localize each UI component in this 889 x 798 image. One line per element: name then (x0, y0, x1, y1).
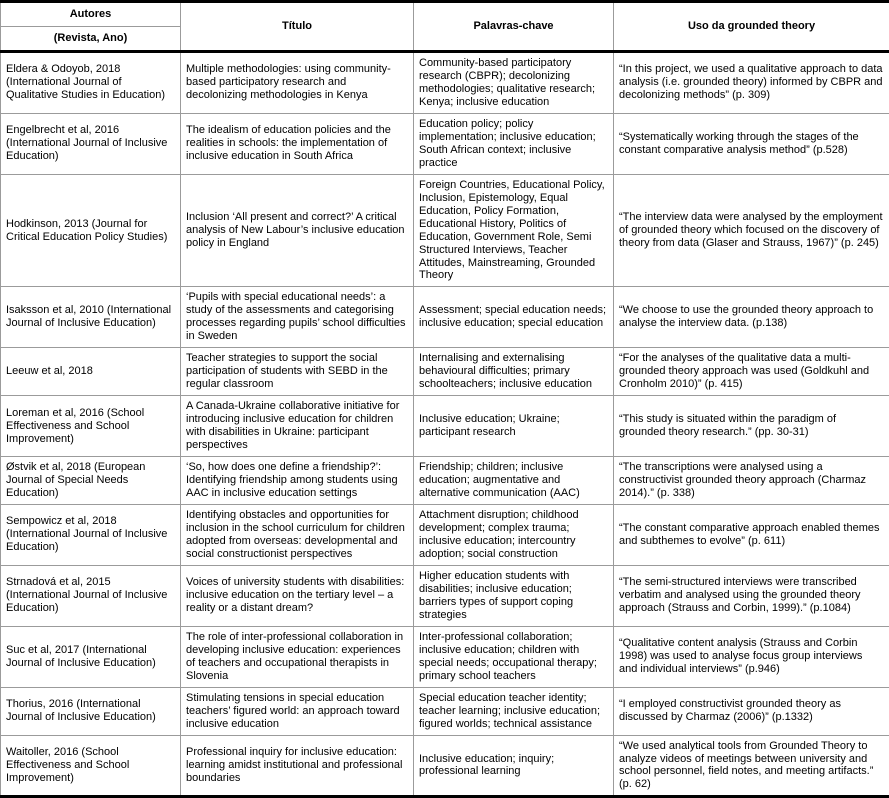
cell-autores: Isaksson et al, 2010 (International Journal of Inclusive Education) (1, 287, 181, 348)
cell-uso: “This study is situated within the paradigm of grounded theory research.” (pp. 30-31) (614, 396, 889, 457)
cell-palavras: Inclusive education; inquiry; professional learning (414, 735, 614, 797)
table-row (1, 287, 889, 348)
header-autores-line2: (Revista, Ano) (1, 27, 180, 50)
cell-autores: Eldera & Odoyob, 2018 (International Journal of Qualitative Studies in Education) (1, 51, 181, 113)
cell-autores: Østvik et al, 2018 (European Journal of Special Needs Education) (1, 457, 181, 505)
table-row (1, 457, 889, 505)
cell-uso: “We choose to use the grounded theory approach to analyse the interview data. (p.138) (614, 287, 889, 348)
cell-titulo: Professional inquiry for inclusive education: learning amidst institutional and professional boundaries (181, 735, 414, 797)
cell-palavras: Community-based participatory research (CBPR); decolonizing methodologies; qualitative research; Kenya; inclusive education (414, 51, 614, 113)
table-row (1, 113, 889, 174)
cell-palavras: Foreign Countries, Educational Policy, Inclusion, Epistemology, Equal Education, Policy Formation, Educational History, Politics of Education, Government Role, Semi Structured Interviews, Teacher Attitudes, Mainstreaming, Grounded Theory (414, 174, 614, 287)
table-row (1, 687, 889, 735)
cell-titulo: Inclusion ‘All present and correct?’ A critical analysis of New Labour’s inclusive education policy in England (181, 174, 414, 287)
cell-palavras: Special education teacher identity; teacher learning; inclusive education; figured worlds; technical assistance (414, 687, 614, 735)
table-row (1, 565, 889, 626)
cell-titulo: Teacher strategies to support the social participation of students with SEBD in the regular classroom (181, 348, 414, 396)
cell-uso: “The interview data were analysed by the employment of grounded theory which focused on the discovery of theory from data (Glaser and Strauss, 1967)” (p. 245) (614, 174, 889, 287)
cell-titulo: Voices of university students with disabilities: inclusive education on the tertiary level – a reality or a distant dream? (181, 565, 414, 626)
cell-autores: Hodkinson, 2013 (Journal for Critical Education Policy Studies) (1, 174, 181, 287)
cell-autores: Thorius, 2016 (International Journal of Inclusive Education) (1, 687, 181, 735)
table-body (1, 51, 889, 796)
table-row (1, 626, 889, 687)
header-autores-line1: Autores (1, 3, 180, 27)
table-row (1, 505, 889, 566)
cell-autores: Leeuw et al, 2018 (1, 348, 181, 396)
cell-uso: “The semi-structured interviews were transcribed verbatim and analysed using the grounded theory approach (Strauss and Corbin, 1999).” (p.1084) (614, 565, 889, 626)
cell-autores: Loreman et al, 2016 (School Effectiveness and School Improvement) (1, 396, 181, 457)
cell-palavras: Inter-professional collaboration; inclusive education; children with special needs; occupational therapy; primary school teachers (414, 626, 614, 687)
cell-uso: “The constant comparative approach enabled themes and subthemes to evolve” (p. 611) (614, 505, 889, 566)
cell-uso: “The transcriptions were analysed using a constructivist grounded theory approach (Charmaz 2014).” (p. 338) (614, 457, 889, 505)
cell-titulo: A Canada-Ukraine collaborative initiative for introducing inclusive education for children with disabilities in Ukraine: participant perspectives (181, 396, 414, 457)
table-row (1, 396, 889, 457)
cell-titulo: Multiple methodologies: using community-based participatory research and decolonizing methodologies in Kenya (181, 51, 414, 113)
table-row (1, 348, 889, 396)
cell-uso: “For the analyses of the qualitative data a multi-grounded theory approach was used (Goldkuhl and Cronholm 2010)” (p. 415) (614, 348, 889, 396)
cell-titulo: ‘Pupils with special educational needs’: a study of the assessments and categorising processes regarding pupils’ school difficulties in Sweden (181, 287, 414, 348)
cell-titulo: The idealism of education policies and the realities in schools: the implementation of inclusive education in South Africa (181, 113, 414, 174)
cell-uso: “We used analytical tools from Grounded Theory to analyze videos of meetings between university and school personnel, field notes, and meeting artifacts.” (p. 62) (614, 735, 889, 797)
table-row (1, 174, 889, 287)
header-row (1, 2, 889, 52)
cell-uso: “Systematically working through the stages of the constant comparative analysis method” (p.528) (614, 113, 889, 174)
cell-titulo: Identifying obstacles and opportunities for inclusion in the school curriculum for children adopted from overseas: developmental and social constructionist perspectives (181, 505, 414, 566)
cell-autores: Strnadová et al, 2015 (International Journal of Inclusive Education) (1, 565, 181, 626)
table-header (1, 2, 889, 52)
header-titulo: Título (181, 2, 414, 52)
cell-titulo: Stimulating tensions in special education teachers’ figured world: an approach toward inclusive education (181, 687, 414, 735)
cell-palavras: Assessment; special education needs; inclusive education; special education (414, 287, 614, 348)
table-row (1, 51, 889, 113)
cell-palavras: Higher education students with disabilities; inclusive education; barriers types of support coping strategies (414, 565, 614, 626)
cell-palavras: Internalising and externalising behavioural difficulties; primary schoolteachers; inclusive education (414, 348, 614, 396)
cell-titulo: ‘So, how does one define a friendship?’: Identifying friendship among students using AAC in inclusive education settings (181, 457, 414, 505)
table-row (1, 735, 889, 797)
header-autores (1, 2, 181, 52)
cell-autores: Suc et al, 2017 (International Journal of Inclusive Education) (1, 626, 181, 687)
cell-palavras: Attachment disruption; childhood development; complex trauma; inclusive education; intercountry adoption; social construction (414, 505, 614, 566)
cell-uso: “I employed constructivist grounded theory as discussed by Charmaz (2006)” (p.1332) (614, 687, 889, 735)
cell-autores: Engelbrecht et al, 2016 (International Journal of Inclusive Education) (1, 113, 181, 174)
cell-palavras: Friendship; children; inclusive education; augmentative and alternative communication (AAC) (414, 457, 614, 505)
cell-titulo: The role of inter-professional collaboration in developing inclusive education: experiences of teachers and occupational therapists in Slovenia (181, 626, 414, 687)
cell-palavras: Education policy; policy implementation; inclusive education; South African context; inclusive practice (414, 113, 614, 174)
cell-palavras: Inclusive education; Ukraine; participant research (414, 396, 614, 457)
cell-autores: Waitoller, 2016 (School Effectiveness and School Improvement) (1, 735, 181, 797)
cell-uso: “Qualitative content analysis (Strauss and Corbin 1998) was used to analyse focus group interviews and individual interviews” (p.946) (614, 626, 889, 687)
header-uso-grounded-theory: Uso da grounded theory (614, 2, 889, 52)
cell-autores: Sempowicz et al, 2018 (International Journal of Inclusive Education) (1, 505, 181, 566)
header-palavras-chave: Palavras-chave (414, 2, 614, 52)
cell-uso: “In this project, we used a qualitative approach to data analysis (i.e. grounded theory) informed by CBPR and decolonizing methods” (p. 309) (614, 51, 889, 113)
